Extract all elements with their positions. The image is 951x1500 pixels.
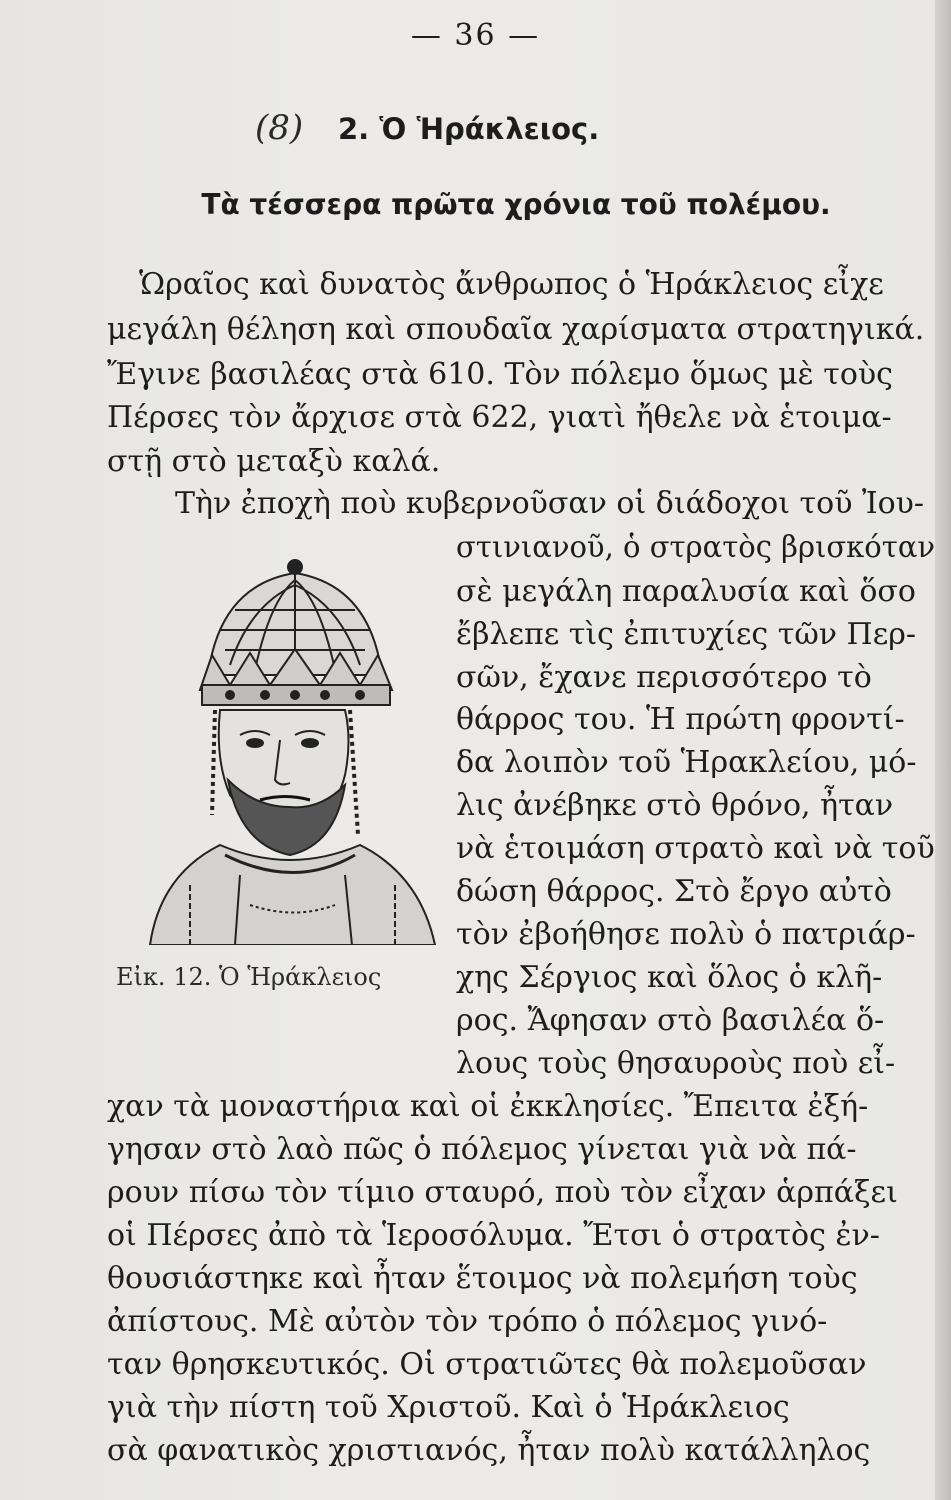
text-line: μεγάλη θέληση καὶ σπουδαῖα χαρίσματα στρατηγικά.	[107, 312, 925, 347]
text-line: Τὴν ἐποχὴ ποὺ κυβερνοῦσαν οἱ διάδοχοι τοῦ Ἰου-	[175, 486, 925, 521]
text-line: σὲ μεγάλη παραλυσία καὶ ὅσο	[456, 574, 916, 609]
text-line: ταν θρησκευτικός. Οἱ στρατιῶτες θὰ πολεμοῦσαν	[107, 1347, 867, 1382]
text-line: ρος. Ἄφησαν στὸ βασιλέα ὅ-	[456, 1003, 885, 1038]
text-line: γιὰ τὴν πίστη τοῦ Χριστοῦ. Καὶ ὁ Ἡράκλειος	[107, 1390, 790, 1425]
text-line: χαν τὰ μοναστήρια καὶ οἱ ἐκκλησίες. Ἔπειτα ἐξή-	[107, 1089, 869, 1124]
text-line: νὰ ἑτοιμάση στρατὸ καὶ νὰ τοῦ	[456, 831, 935, 866]
page-edge	[935, 0, 951, 1500]
text-line: ἀπίστους. Μὲ αὐτὸν τὸν τρόπο ὁ πόλεμος γινό-	[107, 1304, 828, 1339]
text-line: στινιανοῦ, ὁ στρατὸς βρισκόταν	[456, 530, 936, 565]
text-line: θουσιάστηκε καὶ ἦταν ἕτοιμος νὰ πολεμήση τοὺς	[107, 1261, 858, 1296]
figure-caption: Εἰκ. 12. Ὁ Ἡράκλειος	[116, 963, 382, 991]
text-line: λις ἀνέβηκε στὸ θρόνο, ἦταν	[456, 788, 894, 823]
text-line: Ἔγινε βασιλέας στὰ 610. Τὸν πόλεμο ὅμως μὲ τοὺς	[107, 357, 893, 392]
handwritten-margin-mark: (8)	[255, 108, 304, 148]
text-line	[107, 265, 927, 305]
text-line: σῶν, ἔχανε περισσότερο τὸ	[456, 660, 872, 695]
text-line: λους τοὺς θησαυροὺς ποὺ εἶ-	[456, 1046, 896, 1081]
text-line: ἔβλεπε τὶς ἐπιτυχίες τῶν Περ-	[456, 617, 917, 652]
line-text: Ὡραῖος καὶ δυνατὸς ἄνθρωπος ὁ Ἡράκλειος εἶχε	[139, 267, 884, 302]
text-line: σὰ φανατικὸς χριστιανός, ἦταν πολὺ κατάλληλος	[107, 1433, 871, 1468]
page-number: — 36 —	[410, 18, 541, 53]
section-subtitle: Τὰ τέσσερα πρῶτα χρόνια τοῦ πολέμου.	[201, 188, 831, 221]
text-line: οἱ Πέρσες ἀπὸ τὰ Ἱεροσόλυμα. Ἔτσι ὁ στρατὸς ἐν-	[107, 1218, 880, 1253]
text-line: χης Σέργιος καὶ ὅλος ὁ κλῆ-	[456, 960, 883, 995]
text-line: θάρρος του. Ἡ πρώτη φροντί-	[456, 702, 905, 737]
text-line: ρουν πίσω τὸν τίμιο σταυρό, ποὺ τὸν εἶχαν ἁρπάξει	[107, 1175, 898, 1210]
chapter-title: 2. Ὁ Ἡράκλειος.	[338, 112, 600, 146]
emperor-portrait-icon	[130, 545, 450, 945]
text-line: Πέρσες τὸν ἄρχισε στὰ 622, γιατὶ ἤθελε νὰ ἑτοιμα-	[107, 400, 892, 435]
text-line: δα λοιπὸν τοῦ Ἡρακλείου, μό-	[456, 745, 917, 780]
text-line: στῇ στὸ μεταξὺ καλά.	[107, 444, 441, 479]
text-line: δώση θάρρος. Στὸ ἔργο αὐτὸ	[456, 874, 892, 909]
text-line: τὸν ἐβοήθησε πολὺ ὁ πατριάρ-	[456, 917, 916, 952]
text-line: γησαν στὸ λαὸ πῶς ὁ πόλεμος γίνεται γιὰ νὰ πά-	[107, 1132, 857, 1167]
